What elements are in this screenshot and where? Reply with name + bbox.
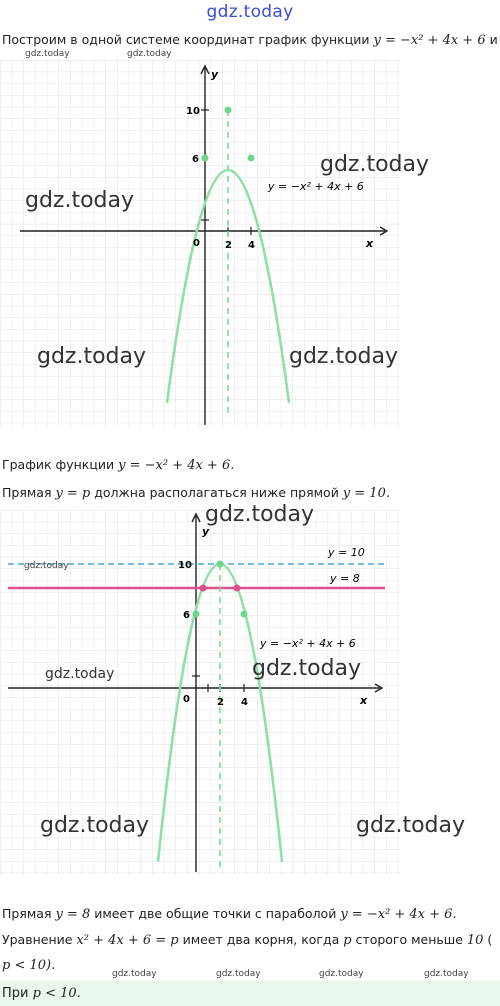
watermark-big: gdz.today [25, 188, 135, 213]
y-tick-label-10: 10 [186, 106, 200, 117]
conclusion-line-2 [2, 932, 492, 948]
conclusion-line-3 [2, 957, 55, 973]
watermark-small: gdz.today [319, 969, 364, 979]
conclusion-2-d: ( [483, 932, 493, 947]
caption-2-formula-b: y = 10. [342, 486, 390, 501]
answer-label: При [2, 986, 33, 1001]
y-axis-label: y [211, 68, 219, 81]
x-tick-label-4: 4 [241, 697, 248, 708]
conclusion-2-formula-2: p [343, 933, 352, 948]
vertex-point [217, 561, 224, 568]
x-axis-label: x [366, 237, 374, 250]
watermark-big: gdz.today [205, 502, 315, 527]
origin-label: 0 [193, 238, 200, 249]
conclusion-2-formula-3: 10 [466, 933, 484, 948]
intersection-left [200, 585, 207, 592]
curve-label: y = −x² + 4x + 6 [260, 637, 356, 650]
watermark-medium: gdz.today [45, 666, 115, 682]
caption-1-label: График функции [2, 457, 119, 472]
caption-1-formula: y = −x² + 4x + 6. [118, 458, 235, 473]
watermark-small: gdz.today [24, 561, 69, 571]
conclusion-line-1 [2, 906, 457, 922]
watermark-big: gdz.today [252, 656, 362, 681]
point-0-6 [202, 155, 209, 162]
curve-label: y = −x² + 4x + 6 [268, 180, 364, 193]
caption-1 [2, 457, 234, 473]
line-10-label: y = 10 [328, 546, 365, 559]
watermark-small: gdz.today [127, 49, 172, 59]
conclusion-3-formula: p < 10). [2, 958, 56, 973]
caption-2-label-b: должна располагаться ниже прямой [90, 485, 343, 500]
vertex-point [225, 107, 232, 114]
watermark-big: gdz.today [356, 813, 466, 838]
caption-2-label-a: Прямая [2, 485, 56, 500]
answer [2, 986, 81, 1001]
watermark-small: gdz.today [424, 969, 469, 979]
conclusion-1-b: имеет две общие точки с параболой [90, 906, 341, 921]
intro-text [2, 32, 498, 48]
conclusion-1-a: Прямая [2, 906, 56, 921]
site-title[interactable]: gdz.today [206, 2, 294, 22]
watermark-big: gdz.today [320, 152, 430, 177]
y-tick-label-10: 10 [178, 560, 192, 571]
conclusion-1-formula-2: y = −x² + 4x + 6. [340, 907, 457, 922]
conclusion-2-c: сторого меньше [351, 932, 467, 947]
answer-formula: p < 10. [32, 986, 81, 1001]
x-tick-label-2: 2 [217, 697, 224, 708]
point-4-6 [241, 611, 248, 618]
y-tick-label-6: 6 [183, 610, 190, 621]
conclusion-2-a: Уравнение [2, 932, 77, 947]
conclusion-2-b: имеет два корня, когда [178, 932, 344, 947]
watermark-big: gdz.today [40, 813, 150, 838]
intro-label: Построим в одной системе координат график функции [2, 32, 374, 47]
grid [0, 60, 400, 428]
x-tick-label-2: 2 [225, 240, 232, 251]
watermark-big: gdz.today [37, 344, 147, 369]
point-4-6 [248, 155, 255, 162]
watermark-small: gdz.today [216, 969, 261, 979]
y-tick-label-6: 6 [192, 154, 199, 165]
intro-formula: y = −x² + 4x + 6 [373, 33, 486, 48]
conclusion-2-formula-1: x² + 4x + 6 = p [76, 933, 179, 948]
origin-label: 0 [183, 694, 190, 705]
intersection-right [234, 585, 241, 592]
x-axis-label: x [360, 694, 368, 707]
watermark-small: gdz.today [112, 969, 157, 979]
graph-1 [0, 60, 400, 428]
intro-tail: и [485, 32, 498, 47]
point-0-6 [193, 611, 200, 618]
caption-2 [2, 485, 390, 501]
watermark-small: gdz.today [25, 49, 70, 59]
x-tick-label-4: 4 [248, 240, 255, 251]
watermark-big: gdz.today [289, 344, 399, 369]
y-axis-label: y [202, 525, 210, 538]
line-8-label: y = 8 [330, 572, 360, 585]
conclusion-1-formula-1: y = 8 [55, 907, 91, 922]
caption-2-formula-a: y = p [55, 486, 91, 501]
